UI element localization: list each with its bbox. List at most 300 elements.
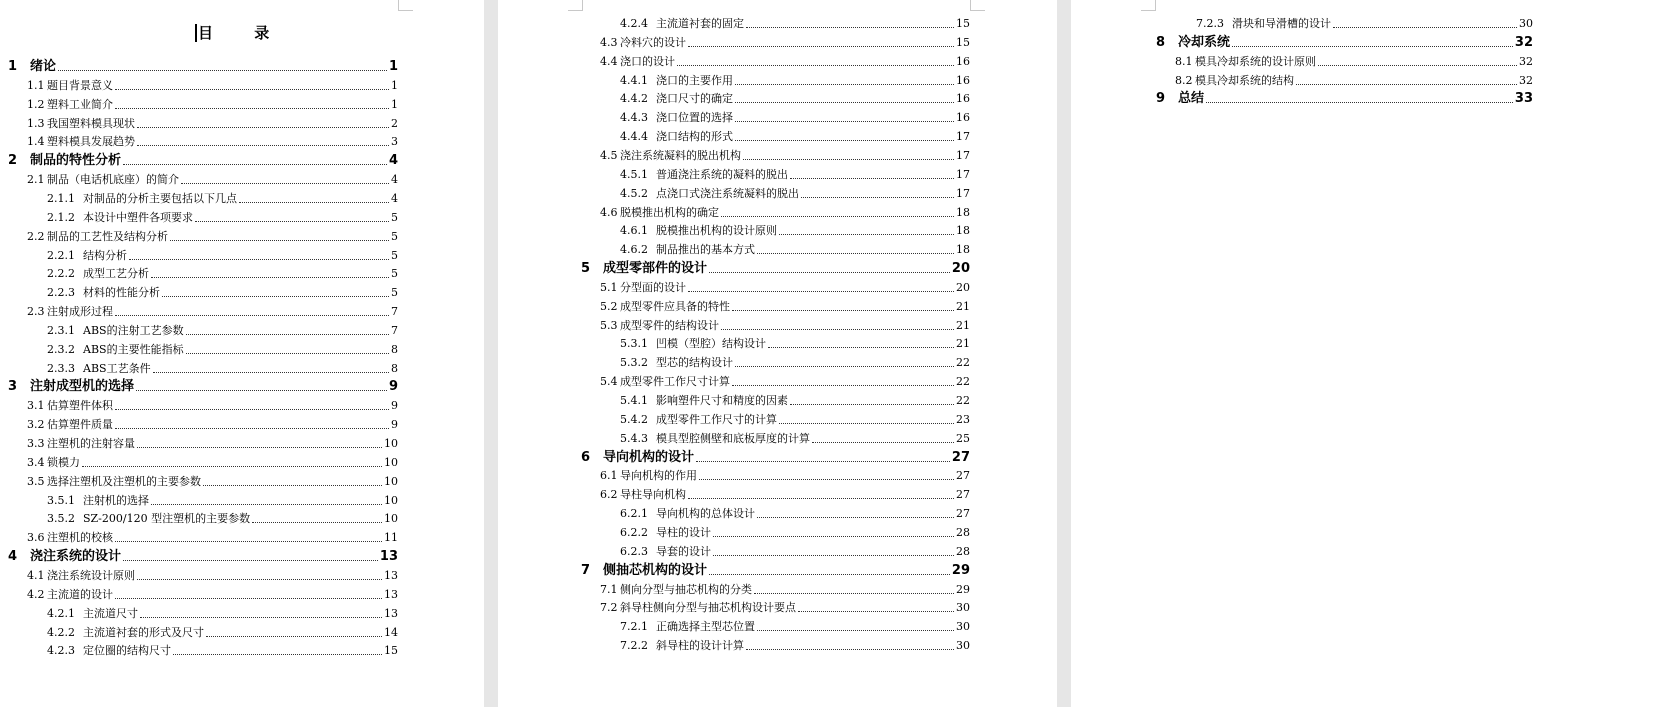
toc-entry[interactable] bbox=[8, 148, 398, 168]
toc-entry-title: 浇注系统的设计 bbox=[30, 549, 122, 565]
toc-leader-dots bbox=[136, 389, 387, 391]
toc-entry-page: 10 bbox=[384, 455, 398, 469]
toc-leader-dots bbox=[137, 446, 382, 448]
toc-entry-title: 导向机构的作用 bbox=[620, 469, 697, 483]
toc-entry-number: 4.3 bbox=[600, 35, 618, 49]
toc-entry-title: 注塑机的注射容量 bbox=[47, 437, 135, 450]
toc-entry-title: 主流道衬套的形式及尺寸 bbox=[83, 625, 204, 639]
page-corner-mark bbox=[568, 0, 583, 11]
toc-entry-number: 2.2 bbox=[27, 229, 45, 243]
toc-entry-number: 4 bbox=[8, 549, 18, 565]
toc-entry-number: 4.5 bbox=[600, 148, 618, 162]
toc-entry[interactable] bbox=[600, 369, 970, 389]
toc-entry-title: 成型零部件的设计 bbox=[603, 261, 708, 277]
toc-leader-dots bbox=[746, 26, 954, 28]
toc-entry[interactable] bbox=[581, 445, 970, 465]
toc-leader-dots bbox=[186, 352, 389, 354]
toc-entry-page: 16 bbox=[956, 54, 970, 68]
toc-entry[interactable] bbox=[47, 280, 398, 300]
toc-entry[interactable] bbox=[620, 124, 970, 144]
toc-leader-dots bbox=[757, 516, 954, 518]
toc-entry-title: 浇注系统设计原则 bbox=[47, 568, 135, 582]
toc-entry-number: 1.4 bbox=[27, 135, 45, 149]
toc-entry-number: 4.2.1 bbox=[47, 606, 75, 620]
toc-leader-dots bbox=[732, 384, 954, 386]
toc-entry-number: 7 bbox=[581, 562, 591, 578]
toc-entry-title: 注射成形过程 bbox=[47, 305, 113, 319]
toc-entry-number: 1 bbox=[8, 59, 18, 74]
toc-entry[interactable] bbox=[47, 488, 398, 508]
toc-entry[interactable] bbox=[1196, 11, 1533, 31]
toc-entry[interactable] bbox=[27, 582, 398, 602]
toc-leader-dots bbox=[162, 295, 389, 297]
toc-leader-dots bbox=[743, 158, 954, 160]
toc-entry-page: 15 bbox=[956, 17, 970, 30]
toc-entry-number: 2.1 bbox=[27, 173, 45, 187]
toc-entry-page: 16 bbox=[956, 92, 970, 106]
toc-entry-page: 1 bbox=[388, 59, 398, 74]
toc-entry[interactable] bbox=[620, 218, 970, 238]
toc-entry-number: 1.1 bbox=[27, 78, 45, 92]
toc-entry[interactable] bbox=[620, 633, 970, 653]
toc-entry-page: 17 bbox=[956, 167, 970, 181]
toc-entry-title: 浇注系统凝料的脱出机构 bbox=[620, 148, 741, 162]
toc-entry-title: 主流道尺寸 bbox=[83, 606, 138, 620]
toc-entry-page: 7 bbox=[391, 305, 398, 319]
toc-entry-title: 浇口的主要作用 bbox=[656, 73, 733, 87]
toc-leader-dots bbox=[252, 521, 382, 523]
toc-entry[interactable] bbox=[27, 299, 398, 319]
toc-entry[interactable] bbox=[620, 237, 970, 257]
toc-entry[interactable] bbox=[620, 86, 970, 106]
toc-entry[interactable] bbox=[600, 463, 970, 483]
toc-entry-number: 5.3.2 bbox=[620, 356, 648, 370]
toc-leader-dots bbox=[1206, 101, 1513, 103]
toc-leader-dots bbox=[115, 597, 382, 599]
toc-entry-title: 影响塑件尺寸和精度的因素 bbox=[656, 394, 788, 407]
toc-leader-dots bbox=[82, 465, 382, 467]
toc-entry[interactable] bbox=[600, 30, 970, 50]
toc-entry[interactable] bbox=[620, 162, 970, 182]
toc-entry[interactable] bbox=[600, 577, 970, 597]
toc-entry[interactable] bbox=[1175, 49, 1533, 69]
toc-entry-page: 18 bbox=[956, 243, 970, 257]
toc-entry-number: 3.6 bbox=[27, 531, 45, 545]
toc-entry-title: 定位圈的结构尺寸 bbox=[83, 644, 171, 658]
toc-entry-page: 32 bbox=[1514, 34, 1533, 50]
toc-entry-page: 32 bbox=[1519, 54, 1533, 68]
toc-entry-title: 成型工艺分析 bbox=[83, 267, 149, 281]
toc-entry[interactable] bbox=[600, 313, 970, 333]
toc-entry[interactable] bbox=[620, 11, 970, 31]
toc-leader-dots bbox=[115, 427, 389, 429]
toc-entry[interactable] bbox=[47, 186, 398, 206]
toc-entry-page: 17 bbox=[956, 148, 970, 162]
toc-entry[interactable] bbox=[620, 105, 970, 125]
toc-leader-dots bbox=[115, 107, 389, 109]
toc-entry-number: 6.2.2 bbox=[620, 525, 648, 539]
toc-leader-dots bbox=[713, 554, 954, 556]
toc-entry-number: 7.2.3 bbox=[1196, 17, 1224, 30]
toc-entry-page: 5 bbox=[391, 229, 398, 243]
toc-entry-page: 27 bbox=[956, 507, 970, 521]
toc-entry-title: 估算塑件体积 bbox=[47, 399, 113, 413]
toc-entry-page: 10 bbox=[384, 437, 398, 450]
toc-leader-dots bbox=[137, 578, 382, 580]
toc-leader-dots bbox=[779, 233, 954, 235]
toc-entry-page: 9 bbox=[391, 399, 398, 413]
toc-entry-title: 注射成型机的选择 bbox=[30, 379, 135, 395]
toc-entry-title: ABS工艺条件 bbox=[83, 361, 151, 375]
toc-entry-page: 5 bbox=[391, 286, 398, 300]
toc-entry[interactable] bbox=[47, 506, 398, 526]
toc-entry[interactable] bbox=[1175, 68, 1533, 88]
toc-entry-number: 4.4.2 bbox=[620, 92, 648, 106]
toc-entry-page: 13 bbox=[384, 606, 398, 620]
toc-entry[interactable] bbox=[27, 412, 398, 432]
toc-leader-dots bbox=[798, 610, 954, 612]
toc-entry-title: 成型零件应具备的特性 bbox=[620, 299, 730, 313]
toc-entry-page: 5 bbox=[391, 267, 398, 281]
toc-entry-number: 4.2.3 bbox=[47, 644, 75, 658]
toc-entry[interactable] bbox=[27, 73, 398, 93]
toc-entry-page: 4 bbox=[388, 153, 398, 169]
toc-entry[interactable] bbox=[620, 539, 970, 559]
toc-entry-page: 20 bbox=[951, 261, 970, 277]
toc-entry-number: 5.2 bbox=[600, 299, 618, 313]
toc-entry-number: 4.6.2 bbox=[620, 243, 648, 257]
toc-leader-dots bbox=[696, 460, 950, 462]
toc-entry[interactable] bbox=[620, 68, 970, 88]
toc-entry[interactable] bbox=[581, 558, 970, 578]
toc-entry-title: 注射机的选择 bbox=[83, 493, 149, 507]
toc-entry[interactable] bbox=[1156, 86, 1533, 106]
toc-entry[interactable] bbox=[620, 181, 970, 201]
toc-entry-title: 总结 bbox=[1178, 91, 1205, 107]
toc-entry[interactable] bbox=[47, 337, 398, 357]
toc-leader-dots bbox=[206, 635, 382, 637]
toc-entry[interactable] bbox=[27, 167, 398, 187]
toc-entry[interactable] bbox=[8, 544, 398, 564]
document-page-2 bbox=[498, 0, 1057, 707]
toc-entry-title: 斜导柱的设计计算 bbox=[656, 639, 744, 653]
toc-leader-dots bbox=[186, 333, 389, 335]
toc-entry-page: 16 bbox=[956, 111, 970, 125]
toc-entry-page: 30 bbox=[1519, 17, 1533, 30]
toc-leader-dots bbox=[151, 276, 389, 278]
toc-entry-page: 4 bbox=[391, 173, 398, 187]
toc-entry[interactable] bbox=[47, 318, 398, 338]
toc-entry-number: 7.2.2 bbox=[620, 639, 648, 653]
toc-entry-title: 估算塑件质量 bbox=[47, 418, 113, 432]
toc-entry[interactable] bbox=[600, 200, 970, 220]
toc-entry-title: ABS的主要性能指标 bbox=[83, 342, 184, 356]
toc-leader-dots bbox=[735, 365, 954, 367]
toc-entry-page: 18 bbox=[956, 224, 970, 238]
toc-entry-title: 导向机构的总体设计 bbox=[656, 507, 755, 521]
toc-entry-number: 6.2.1 bbox=[620, 507, 648, 521]
toc-entry[interactable] bbox=[27, 450, 398, 470]
toc-entry-title: 制品的特性分析 bbox=[30, 153, 122, 169]
toc-entry-number: 2.2.2 bbox=[47, 267, 75, 281]
toc-entry-title: 冷料穴的设计 bbox=[620, 35, 686, 49]
toc-leader-dots bbox=[757, 252, 954, 254]
toc-entry[interactable] bbox=[600, 482, 970, 502]
toc-leader-dots bbox=[735, 120, 954, 122]
toc-entry[interactable] bbox=[47, 638, 398, 658]
toc-entry-page: 10 bbox=[384, 474, 398, 488]
toc-entry-page: 15 bbox=[956, 35, 970, 49]
toc-entry-number: 1.2 bbox=[27, 97, 45, 111]
toc-leader-dots bbox=[746, 648, 954, 650]
toc-leader-dots bbox=[1296, 83, 1517, 85]
toc-entry[interactable] bbox=[620, 614, 970, 634]
toc-entry[interactable] bbox=[620, 331, 970, 351]
toc-entry[interactable] bbox=[27, 129, 398, 149]
toc-entry-title: 材料的性能分析 bbox=[83, 286, 160, 300]
toc-entry-page: 21 bbox=[956, 318, 970, 332]
toc-entry-number: 2.3.1 bbox=[47, 323, 75, 337]
document-page-1 bbox=[0, 0, 484, 707]
toc-entry-page: 22 bbox=[956, 375, 970, 389]
toc-entry-number: 3 bbox=[8, 379, 18, 395]
toc-entry[interactable] bbox=[27, 393, 398, 413]
toc-entry-title: 滑块和导滑槽的设计 bbox=[1232, 17, 1331, 30]
toc-entry-page: 21 bbox=[956, 337, 970, 351]
toc-leader-dots bbox=[123, 163, 387, 165]
toc-entry-page: 27 bbox=[956, 488, 970, 502]
toc-entry-page: 3 bbox=[391, 135, 398, 149]
toc-leader-dots bbox=[181, 182, 389, 184]
toc-entry[interactable] bbox=[620, 388, 970, 408]
toc-entry-number: 4.1 bbox=[27, 568, 45, 582]
toc-entry-number: 3.5.2 bbox=[47, 512, 75, 526]
toc-entry-number: 3.3 bbox=[27, 437, 45, 450]
toc-entry[interactable] bbox=[27, 469, 398, 489]
toc-leader-dots bbox=[721, 328, 954, 330]
toc-entry-title: 侧抽芯机构的设计 bbox=[603, 562, 708, 578]
toc-entry-number: 2.1.1 bbox=[47, 191, 75, 205]
toc-entry-number: 5.4 bbox=[600, 375, 618, 389]
toc-entry-title: 制品（电话机底座）的简介 bbox=[47, 173, 179, 187]
toc-entry[interactable] bbox=[1156, 30, 1533, 50]
toc-entry-title: 分型面的设计 bbox=[620, 280, 686, 294]
toc-entry-page: 30 bbox=[956, 601, 970, 615]
toc-entry-title: 浇口结构的形式 bbox=[656, 130, 733, 144]
toc-entry[interactable] bbox=[620, 350, 970, 370]
toc-entry-page: 14 bbox=[384, 625, 398, 639]
toc-entry[interactable] bbox=[620, 501, 970, 521]
toc-entry[interactable] bbox=[27, 431, 398, 451]
toc-entry-page: 20 bbox=[956, 280, 970, 294]
toc-entry-number: 2.2.3 bbox=[47, 286, 75, 300]
toc-leader-dots bbox=[173, 653, 382, 655]
toc-entry[interactable] bbox=[47, 243, 398, 263]
toc-entry-title: 主流道的设计 bbox=[47, 587, 113, 601]
toc-entry-number: 7.1 bbox=[600, 582, 618, 596]
toc-entry-title: 导套的设计 bbox=[656, 544, 711, 558]
toc-entry-page: 5 bbox=[391, 248, 398, 262]
toc-entry-number: 3.1 bbox=[27, 399, 45, 413]
toc-entry-title: 本设计中塑件各项要求 bbox=[83, 210, 193, 224]
toc-entry-number: 2.1.2 bbox=[47, 210, 75, 224]
toc-leader-dots bbox=[801, 196, 954, 198]
toc-entry-title: 点浇口式浇注系统凝料的脱出 bbox=[656, 186, 799, 200]
toc-entry-title: 题目背景意义 bbox=[47, 78, 113, 92]
toc-entry-page: 2 bbox=[391, 116, 398, 130]
toc-leader-dots bbox=[151, 503, 382, 505]
toc-entry[interactable] bbox=[620, 407, 970, 427]
toc-entry[interactable] bbox=[47, 601, 398, 621]
toc-leader-dots bbox=[735, 101, 954, 103]
toc-entry-number: 2.2.1 bbox=[47, 248, 75, 262]
toc-entry-number: 4.2.2 bbox=[47, 625, 75, 639]
toc-entry-page: 13 bbox=[379, 549, 398, 565]
toc-leader-dots bbox=[129, 258, 389, 260]
toc-entry-page: 28 bbox=[956, 525, 970, 539]
toc-leader-dots bbox=[768, 346, 954, 348]
page-gap-left bbox=[484, 0, 498, 707]
toc-entry[interactable] bbox=[620, 426, 970, 446]
toc-entry-title: 导柱的设计 bbox=[656, 525, 711, 539]
toc-entry-title: 型芯的结构设计 bbox=[656, 356, 733, 370]
toc-entry-page: 32 bbox=[1519, 73, 1533, 87]
toc-entry-page: 18 bbox=[956, 205, 970, 219]
toc-entry-number: 4.2.4 bbox=[620, 17, 648, 30]
toc-leader-dots bbox=[123, 559, 378, 561]
toc-entry[interactable] bbox=[47, 205, 398, 225]
toc-leader-dots bbox=[115, 408, 389, 410]
toc-leader-dots bbox=[790, 177, 954, 179]
page-gap-right bbox=[1057, 0, 1071, 707]
toc-leader-dots bbox=[195, 220, 389, 222]
toc-entry-title: 锁模力 bbox=[47, 455, 80, 469]
toc-entry-title: 浇口位置的选择 bbox=[656, 111, 733, 125]
toc-entry-number: 4.4.3 bbox=[620, 111, 648, 125]
toc-entry[interactable] bbox=[47, 261, 398, 281]
toc-entry[interactable] bbox=[600, 294, 970, 314]
toc-leader-dots bbox=[709, 573, 950, 575]
toc-entry-number: 5 bbox=[581, 261, 591, 277]
toc-entry-number: 6.1 bbox=[600, 469, 618, 483]
toc-entry-title: 模具冷却系统的设计原则 bbox=[1195, 54, 1316, 68]
toc-entry[interactable] bbox=[600, 595, 970, 615]
toc-entry-title: 成型零件的结构设计 bbox=[620, 318, 719, 332]
toc-entry-title: 成型零件工作尺寸的计算 bbox=[656, 412, 777, 426]
toc-leader-dots bbox=[790, 403, 954, 405]
toc-leader-dots bbox=[735, 139, 954, 141]
text-cursor bbox=[195, 24, 197, 42]
toc-entry-title: 制品推出的基本方式 bbox=[656, 243, 755, 257]
toc-entry-title: 塑料模具发展趋势 bbox=[47, 135, 135, 149]
toc-leader-dots bbox=[58, 69, 387, 71]
toc-entry-number: 2 bbox=[8, 153, 18, 169]
toc-entry-title: 侧向分型与抽芯机构的分类 bbox=[620, 582, 752, 596]
toc-entry-title: 塑料工业简介 bbox=[47, 97, 113, 111]
toc-leader-dots bbox=[677, 64, 954, 66]
toc-entry-title: 模具型腔侧壁和底板厚度的计算 bbox=[656, 431, 810, 445]
toc-entry-page: 17 bbox=[956, 186, 970, 200]
toc-entry-page: 33 bbox=[1514, 91, 1533, 107]
toc-entry-page: 5 bbox=[391, 210, 398, 224]
toc-entry-page: 1 bbox=[391, 97, 398, 111]
toc-entry[interactable] bbox=[27, 111, 398, 131]
toc-leader-dots bbox=[699, 478, 954, 480]
toc-entry-number: 7.2 bbox=[600, 601, 618, 615]
toc-entry[interactable] bbox=[600, 143, 970, 163]
toc-entry-title: 浇口的设计 bbox=[620, 54, 675, 68]
toc-entry[interactable] bbox=[27, 92, 398, 112]
toc-entry-page: 15 bbox=[384, 644, 398, 658]
toc-entry[interactable] bbox=[27, 224, 398, 244]
toc-entry-number: 8 bbox=[1156, 34, 1166, 50]
toc-entry-number: 5.3.1 bbox=[620, 337, 648, 351]
toc-entry[interactable] bbox=[8, 54, 398, 74]
toc-entry-number: 2.3 bbox=[27, 305, 45, 319]
toc-entry[interactable] bbox=[8, 374, 398, 394]
toc-entry-page: 13 bbox=[384, 568, 398, 582]
toc-entry-title: 浇口尺寸的确定 bbox=[656, 92, 733, 106]
toc-leader-dots bbox=[779, 422, 954, 424]
page-corner-mark bbox=[970, 0, 985, 11]
document-page-3 bbox=[1071, 0, 1666, 707]
toc-leader-dots bbox=[688, 290, 954, 292]
toc-entry-title: 导向机构的设计 bbox=[603, 449, 695, 465]
toc-entry-number: 6.2.3 bbox=[620, 544, 648, 558]
toc-entry[interactable] bbox=[600, 275, 970, 295]
toc-entry-page: 27 bbox=[956, 469, 970, 483]
toc-entry-title: SZ-200/120 型注塑机的主要参数 bbox=[83, 512, 251, 526]
toc-entry-number: 4.6.1 bbox=[620, 224, 648, 238]
toc-entry-page: 30 bbox=[956, 620, 970, 634]
toc-entry-page: 22 bbox=[956, 356, 970, 370]
toc-entry-page: 4 bbox=[391, 191, 398, 205]
toc-entry[interactable] bbox=[600, 49, 970, 69]
toc-entry-title: 注塑机的校核 bbox=[47, 531, 113, 545]
toc-leader-dots bbox=[1232, 45, 1513, 47]
toc-entry-page: 17 bbox=[956, 130, 970, 144]
toc-entry-title: 模具冷却系统的结构 bbox=[1195, 73, 1294, 87]
toc-entry-number: 8.2 bbox=[1175, 73, 1193, 87]
toc-entry[interactable] bbox=[27, 525, 398, 545]
toc-entry-number: 4.6 bbox=[600, 205, 618, 219]
toc-entry-number: 3.5.1 bbox=[47, 493, 75, 507]
toc-entry-number: 4.4.1 bbox=[620, 73, 648, 87]
toc-entry-page: 8 bbox=[391, 361, 398, 375]
toc-entry-page: 16 bbox=[956, 73, 970, 87]
toc-entry[interactable] bbox=[620, 520, 970, 540]
toc-entry-number: 4.5.2 bbox=[620, 186, 648, 200]
toc-entry[interactable] bbox=[47, 356, 398, 376]
toc-entry-number: 2.3.3 bbox=[47, 361, 75, 375]
toc-entry-number: 5.4.2 bbox=[620, 412, 648, 426]
toc-entry-page: 8 bbox=[391, 342, 398, 356]
toc-entry[interactable] bbox=[27, 563, 398, 583]
toc-leader-dots bbox=[203, 484, 382, 486]
page-corner-mark bbox=[1141, 0, 1156, 11]
toc-entry-page: 27 bbox=[951, 449, 970, 465]
toc-entry-title: 选择注塑机及注塑机的主要参数 bbox=[47, 474, 201, 488]
toc-entry-number: 2.3.2 bbox=[47, 342, 75, 356]
toc-leader-dots bbox=[153, 371, 389, 373]
toc-leader-dots bbox=[239, 201, 389, 203]
toc-leader-dots bbox=[1333, 26, 1517, 28]
toc-entry[interactable] bbox=[47, 620, 398, 640]
toc-entry-number: 6 bbox=[581, 449, 591, 465]
toc-leader-dots bbox=[812, 441, 954, 443]
toc-entry[interactable] bbox=[581, 256, 970, 276]
toc-leader-dots bbox=[1318, 64, 1517, 66]
